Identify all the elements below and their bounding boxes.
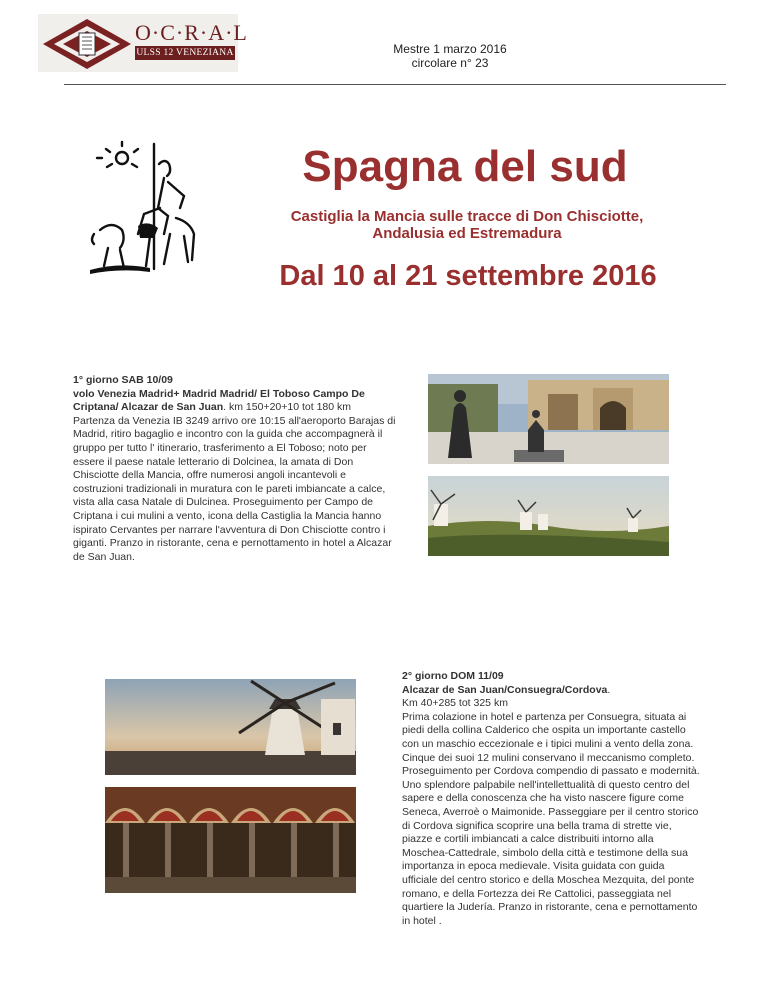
day2-heading: 2° giorno DOM 11/09 <box>402 670 504 682</box>
el-toboso-statue-photo <box>428 374 669 464</box>
day1-distance: . km 150+20+10 tot 180 km <box>223 401 352 414</box>
day1-route: volo Venezia Madrid+ Madrid Madrid/ El Toboso Campo De Criptana/ Alcazar de San Juan <box>73 387 365 414</box>
logo-subname: ULSS 12 VENEZIANA <box>136 48 234 58</box>
trip-dates: Dal 10 al 21 settembre 2016 <box>279 260 657 292</box>
page-title: Spagna del sud <box>302 142 628 191</box>
ocral-logo-emblem-icon <box>42 18 132 70</box>
cordova-mezquita-arches-photo <box>105 787 356 893</box>
consuegra-windmill-sunset-photo <box>105 679 356 775</box>
day2-route: Alcazar de San Juan/Consuegra/Cordova <box>402 683 608 696</box>
page-subtitle: Castiglia la Mancia sulle tracce di Don Chisciotte, Andalusia ed Estremadura <box>290 208 644 242</box>
day1-body: Partenza da Venezia IB 3249 arrivo ore 10:15 all'aeroporto Barajas di Madrid, ritiro bagaglio e incontro con la guida che accompagnerà il gruppo per tutto l' itinerario, trasferimento a El Toboso; noto per essere il paese natale letterario di Dolcinea, la amata di Don Chisciotte della Mancia, offre numerosi angoli incantevoli e costruzioni tradizionali in muratura con le pareti imbiancate a calce, vista alla casa Natale di Dulcinea. Proseguimento per Campo de Criptana i cui mulini a vento, icona della Castiglia la Mancia hanno ispirato Cervantes per narrare l'avventura di Don Chisciotte contro i giganti. Pranzo in ristorante, cena e pernottamento in hotel a Alcazar de San Juan. <box>73 414 396 563</box>
header-divider <box>64 84 726 85</box>
logo-name: O·C·R·A·L <box>135 20 248 45</box>
day1-section <box>73 374 398 564</box>
day2-section: 2° giorno DOM 11/09 Alcazar de San Juan/Consuegra/Cordova. Km 40+285 tot 325 km Prima colazione in hotel e partenza per Consuegra, situata ai piedi della collina Calderico che ospita un importante castello con un maschio eccezionale e i tipici mulini a vento della zona. Cinque dei suoi 12 mulini conservano il meccanismo completo. Proseguimento per Cordova compendio di passato e modernità. Uno splendore palpabile nell'intellettualità di questo centro del sapere e della conoscenza che ha visto nascere figure come Seneca, Averroè o Maimonide. Passeggiare per il centro storico di Cordova significa scoprire una bella trama di strette vie, piazze e cortili imbiancati a calce distribuiti intorno alla Moschea-Cattedrale, simbolo della città e testimone della sua importanza in epoca medievale. Visita guidata con guida ufficiale del centro storico e della Moschea Mezquita, del ponte romano, e della Fortezza dei Re Cattolici, passeggiata nel quartiere la Judería. Pranzo in ristorante, cena e pernottamento in hotel . <box>402 670 702 928</box>
header-date-block <box>380 42 520 70</box>
circular-number: circolare n° 23 <box>411 56 489 70</box>
day2-distance: Km 40+285 tot 325 km <box>402 697 508 710</box>
date-line: Mestre 1 marzo 2016 <box>393 42 507 56</box>
day2-body: Prima colazione in hotel e partenza per Consuegra, situata ai piedi della collina Calderico che ospita un importante castello con un maschio eccezionale e i tipici mulini a vento della zona. Cinque dei suoi 12 mulini conservano il meccanismo completo. Proseguimento per Cordova compendio di passato e modernità. Uno splendore palpabile nell'intellettualità di questo centro del sapere e della conoscenza che ha visto nascere figure come Seneca, Averroè o Maimonide. Passeggiare per il centro storico di Cordova significa scoprire una bella trama di strette vie, piazze e cortili imbiancati a calce distribuiti intorno alla Moschea-Cattedrale, simbolo della città e testimone della sua importanza in epoca medievale. Visita guidata con guida ufficiale del centro storico e della Moschea Mezquita, del ponte romano, e della Fortezza dei Re Cattolici, passeggiata nel quartiere la Judería. Pranzo in ristorante, cena e pernottamento in hotel . <box>402 710 700 927</box>
day1-heading: 1° giorno SAB 10/09 <box>73 374 173 386</box>
don-quixote-sketch-image <box>80 138 220 278</box>
campo-de-criptana-windmills-photo <box>428 476 669 556</box>
